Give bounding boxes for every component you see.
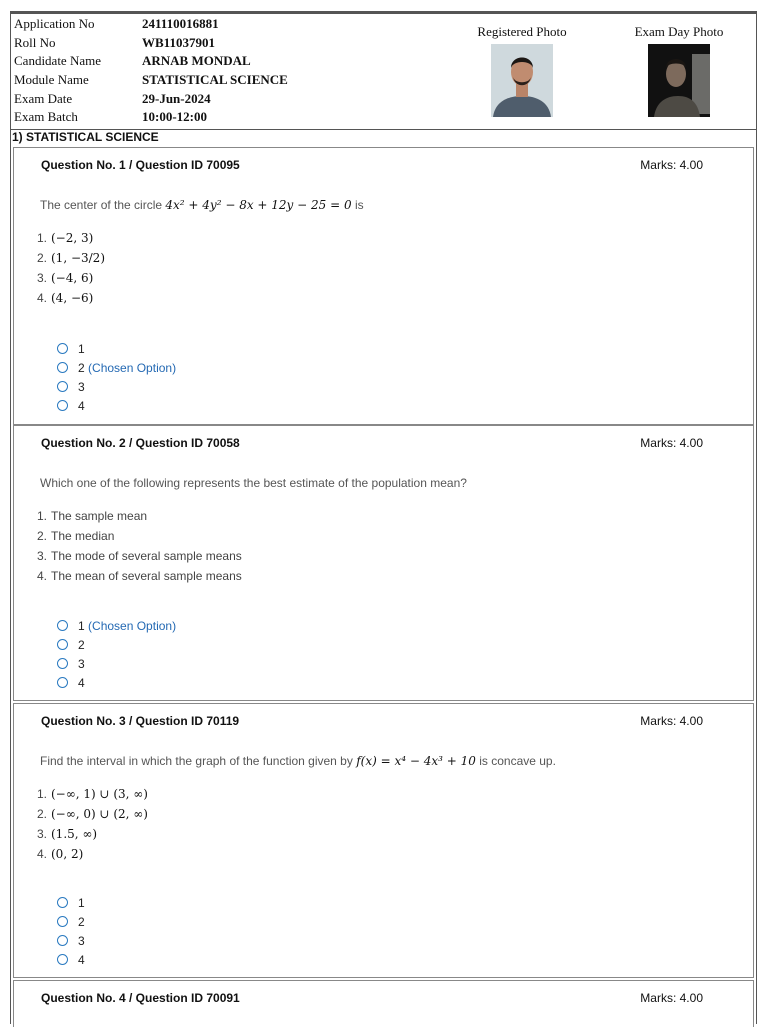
- info-row-application-no: [14, 15, 288, 34]
- answer-choices: [57, 617, 176, 693]
- option-item: 3. (1.5, ∞): [37, 827, 98, 841]
- radio-icon[interactable]: [57, 658, 68, 669]
- option-text: The mode of several sample means: [51, 549, 242, 563]
- info-value: STATISTICAL SCIENCE: [142, 72, 288, 88]
- radio-icon[interactable]: [57, 381, 68, 392]
- option-item: 1. The sample mean: [37, 509, 148, 523]
- question-options: [37, 784, 148, 864]
- exam-day-photo-block: [623, 24, 735, 117]
- choice-label: 3: [78, 380, 85, 394]
- info-value: 29-Jun-2024: [142, 90, 211, 106]
- question-marks: Marks: 4.00: [640, 158, 703, 172]
- option-item: 4. (4, −6): [37, 291, 94, 305]
- question-header: Question No. 4 / Question ID 70091: [41, 991, 240, 1005]
- question-text-before: Which one of the following represents the best estimate of the population mean?: [40, 476, 467, 490]
- choice-label: 3: [78, 934, 85, 948]
- candidate-info-table: [14, 15, 288, 127]
- radio-icon[interactable]: [57, 677, 68, 688]
- info-label: Module Name: [14, 72, 89, 88]
- option-item: 2. The median: [37, 529, 115, 543]
- question-text: [40, 198, 364, 212]
- chosen-option-label: (Chosen Option): [88, 619, 177, 633]
- choice-item[interactable]: [57, 378, 176, 397]
- choice-item[interactable]: [57, 636, 176, 655]
- question-marks: Marks: 4.00: [640, 714, 703, 728]
- question-options: [37, 228, 105, 308]
- info-row-exam-date: [14, 89, 288, 108]
- option-item: 3. (−4, 6): [37, 271, 94, 285]
- question-math: f(x) = x⁴ − 4x³ + 10: [356, 754, 476, 768]
- radio-icon[interactable]: [57, 897, 68, 908]
- option-item: 4. The mean of several sample means: [37, 569, 242, 583]
- choice-item[interactable]: [57, 655, 176, 674]
- choice-item[interactable]: [57, 951, 85, 970]
- choice-label: 2: [78, 361, 85, 375]
- option-item: 1. (−2, 3): [37, 231, 94, 245]
- info-label: Candidate Name: [14, 53, 101, 69]
- choice-label: 4: [78, 399, 85, 413]
- question-text-before: Find the interval in which the graph of the function given by: [40, 754, 357, 768]
- choice-label: 2: [78, 915, 85, 929]
- choice-label: 2: [78, 638, 85, 652]
- choice-label: 1: [78, 619, 85, 633]
- question-header: Question No. 3 / Question ID 70119: [41, 714, 240, 728]
- option-text: (−2, 3): [51, 231, 94, 245]
- info-row-roll-no: [14, 34, 288, 53]
- question-header: Question No. 2 / Question ID 70058: [41, 436, 240, 450]
- choice-item[interactable]: [57, 359, 176, 378]
- option-item: 2. (−∞, 0) ∪ (2, ∞): [37, 807, 148, 821]
- option-text: (1, −3/2): [51, 251, 105, 265]
- choice-item[interactable]: [57, 617, 176, 636]
- info-value: WB11037901: [142, 34, 215, 50]
- option-text: (−∞, 1) ∪ (3, ∞): [51, 787, 148, 801]
- info-label: Exam Date: [14, 90, 73, 106]
- question-text: [40, 754, 556, 768]
- option-text: (−4, 6): [51, 271, 94, 285]
- question-text-before: The center of the circle: [40, 198, 166, 212]
- option-text: The median: [51, 529, 115, 543]
- info-label: Application No: [14, 16, 95, 32]
- choice-item[interactable]: [57, 894, 85, 913]
- info-row-candidate-name: [14, 52, 288, 71]
- question-card: [13, 980, 754, 1027]
- answer-choices: [57, 894, 85, 970]
- info-row-module-name: [14, 71, 288, 90]
- question-text-after: is: [351, 198, 364, 212]
- radio-icon[interactable]: [57, 935, 68, 946]
- radio-icon[interactable]: [57, 343, 68, 354]
- option-item: 3. The mode of several sample means: [37, 549, 242, 563]
- choice-item[interactable]: [57, 674, 176, 693]
- person-silhouette-icon: [648, 44, 710, 117]
- info-value: 10:00-12:00: [142, 109, 207, 125]
- question-card: [13, 425, 754, 701]
- choice-label: 1: [78, 896, 85, 910]
- choice-label: 4: [78, 953, 85, 967]
- radio-icon[interactable]: [57, 639, 68, 650]
- question-options: [37, 506, 242, 586]
- section-title: 1) STATISTICAL SCIENCE: [11, 129, 756, 144]
- option-text: (4, −6): [51, 291, 94, 305]
- choice-label: 4: [78, 676, 85, 690]
- option-item: 4. (0, 2): [37, 847, 84, 861]
- person-silhouette-icon: [491, 44, 553, 117]
- registered-photo-caption: Registered Photo: [477, 24, 567, 39]
- option-text: The sample mean: [51, 509, 148, 523]
- option-text: (1.5, ∞): [51, 827, 98, 841]
- radio-icon[interactable]: [57, 916, 68, 927]
- registered-photo: [491, 44, 553, 117]
- option-text: (0, 2): [51, 847, 84, 861]
- option-item: 1. (−∞, 1) ∪ (3, ∞): [37, 787, 148, 801]
- option-text: The mean of several sample means: [51, 569, 242, 583]
- question-marks: Marks: 4.00: [640, 436, 703, 450]
- response-sheet: [10, 11, 757, 1024]
- info-label: Exam Batch: [14, 109, 78, 125]
- candidate-header: [11, 14, 756, 129]
- option-item: 2. (1, −3/2): [37, 251, 105, 265]
- choice-item[interactable]: [57, 397, 176, 416]
- radio-icon[interactable]: [57, 954, 68, 965]
- answer-choices: [57, 340, 176, 416]
- choice-label: 1: [78, 342, 85, 356]
- question-card: [13, 147, 754, 425]
- choice-item[interactable]: [57, 340, 176, 359]
- exam-day-photo: [648, 44, 710, 117]
- chosen-option-label: (Chosen Option): [88, 361, 177, 375]
- info-label: Roll No: [14, 34, 56, 50]
- question-text: [40, 476, 467, 490]
- radio-icon[interactable]: [57, 362, 68, 373]
- info-value: ARNAB MONDAL: [142, 53, 251, 69]
- question-math: 4x² + 4y² − 8x + 12y − 25 = 0: [165, 198, 352, 212]
- exam-day-photo-caption: Exam Day Photo: [634, 24, 724, 39]
- question-marks: Marks: 4.00: [640, 991, 703, 1005]
- radio-icon[interactable]: [57, 620, 68, 631]
- question-header: Question No. 1 / Question ID 70095: [41, 158, 240, 172]
- choice-item[interactable]: [57, 913, 85, 932]
- radio-icon[interactable]: [57, 400, 68, 411]
- registered-photo-block: [466, 24, 578, 117]
- choice-item[interactable]: [57, 932, 85, 951]
- option-text: (−∞, 0) ∪ (2, ∞): [51, 807, 148, 821]
- choice-label: 3: [78, 657, 85, 671]
- question-text-after: is concave up.: [475, 754, 556, 768]
- question-card: [13, 703, 754, 978]
- info-row-exam-batch: [14, 108, 288, 127]
- info-value: 241110016881: [142, 16, 219, 32]
